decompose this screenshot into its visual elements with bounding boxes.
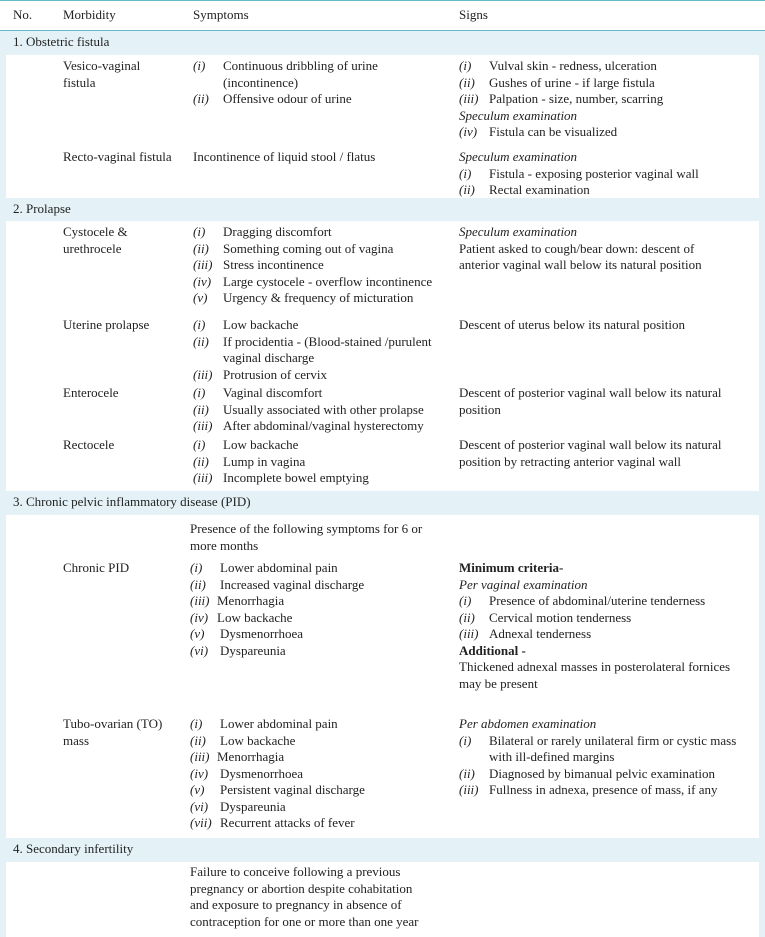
item-number: (iii) [193, 257, 213, 272]
header-signs: Signs [459, 7, 488, 22]
row-edge [759, 862, 765, 937]
section-heading-prolapse [0, 198, 765, 221]
pid-intro [190, 521, 422, 554]
morbidity-cystocele [63, 224, 128, 257]
list-item [193, 317, 314, 334]
item-number: (i) [190, 716, 203, 731]
table-header [0, 1, 765, 31]
row-edge [0, 55, 6, 198]
item-number: (v) [190, 626, 205, 641]
item-number: (ii) [193, 401, 209, 417]
row-edge [0, 862, 6, 937]
text-line: may be present [459, 675, 538, 691]
text-line: Descent of posterior vaginal wall below its natural [459, 385, 722, 400]
list-item [459, 165, 699, 183]
item-number: (i) [193, 317, 206, 332]
text-line: Thickened adnexal masses in posterolateral fornices [459, 659, 731, 674]
item-number: (ii) [193, 240, 209, 256]
item-text: Fullness in adnexa, presence of mass, if any [489, 782, 718, 797]
item-number: (ii) [459, 182, 475, 197]
item-text: Lump in vagina [223, 453, 306, 469]
item-text: Large cystocele - overflow incontinence [223, 273, 433, 289]
list-item [193, 58, 378, 75]
list-item [193, 366, 327, 384]
item-number: (iii) [459, 782, 479, 797]
list-item [459, 182, 590, 199]
text-line: more months [190, 537, 259, 553]
list-item [459, 91, 664, 108]
list-item [459, 58, 657, 75]
row-edge [759, 515, 765, 838]
section-title: 4. Secondary infertility [13, 841, 134, 856]
item-number: (ii) [190, 732, 206, 748]
text-line: Cystocele & [63, 224, 128, 239]
criteria-heading: Minimum criteria- [459, 560, 564, 575]
item-number: (ii) [193, 91, 209, 106]
text-line: fistula [63, 74, 96, 90]
text-line: and exposure to pregnancy in absence of [190, 897, 402, 912]
text-line: mass [63, 732, 89, 748]
section-heading-chronic-pid [0, 491, 765, 515]
item-number: (vi) [190, 642, 209, 658]
text-line: urethrocele [63, 240, 122, 256]
item-number: (v) [190, 782, 205, 797]
item-number: (iii) [193, 470, 213, 485]
item-text: Usually associated with other prolapse [223, 401, 424, 417]
symptoms-vesico-vaginal [193, 58, 378, 108]
item-number: (ii) [193, 453, 209, 469]
exam-heading: Speculum examination [459, 224, 578, 239]
list-item [459, 765, 715, 783]
morbidity-rectocele: Rectocele [63, 437, 115, 452]
morbidity-recto-vaginal: Recto-vaginal fistula [63, 149, 172, 164]
morbidity-to-mass [63, 716, 162, 749]
section-title: 1. Obstetric fistula [13, 34, 110, 49]
list-item [459, 626, 730, 643]
signs-vesico-vaginal [459, 58, 664, 141]
item-text: Palpation - size, number, scarring [489, 91, 664, 106]
item-number: (i) [193, 224, 206, 239]
text-line: position [459, 401, 501, 417]
section-heading-secondary-infertility [0, 838, 765, 862]
item-number: (ii) [459, 74, 475, 90]
item-text: Protrusion of cervix [223, 366, 327, 382]
item-text: Menorrhagia [217, 593, 285, 608]
item-text: Dyspareunia [220, 642, 286, 658]
item-number: (iii) [193, 366, 213, 382]
signs-uterine-prolapse: Descent of uterus below its natural position [459, 317, 686, 332]
item-number: (i) [459, 165, 472, 181]
section-body-prolapse [0, 221, 765, 491]
item-text: Urgency & frequency of micturation [223, 290, 414, 305]
row-edge [0, 515, 6, 838]
morbidity-vesico-vaginal [63, 58, 140, 91]
item-continuation: with ill-defined margins [489, 749, 615, 764]
row-edge [759, 55, 765, 198]
item-text: After abdominal/vaginal hysterectomy [223, 418, 424, 433]
item-text: Gushes of urine - if large fistula [489, 74, 655, 90]
item-text: Fistula - exposing posterior vaginal wall [489, 165, 699, 181]
header-no: No. [13, 7, 33, 22]
morbidity-chronic-pid: Chronic PID [63, 560, 130, 575]
item-text: Offensive odour of urine [223, 91, 352, 106]
symptoms-recto-vaginal: Incontinence of liquid stool / flatus [193, 149, 376, 164]
text-line: Tubo-ovarian (TO) [63, 716, 163, 731]
list-item [459, 610, 730, 627]
item-number: (i) [459, 58, 472, 73]
item-continuation: vaginal discharge [223, 350, 315, 365]
signs-rectocele [459, 437, 721, 470]
item-text: Presence of abdominal/uterine tenderness [489, 593, 706, 608]
exam-heading: Per vaginal examination [459, 576, 588, 592]
item-number: (vii) [190, 815, 212, 830]
list-item [193, 333, 432, 351]
item-number: (i) [459, 593, 472, 608]
text-line: Presence of the following symptoms for 6 or [190, 521, 423, 536]
item-number: (iii) [190, 749, 210, 764]
item-text: Dragging discomfort [223, 224, 332, 239]
text-line: anterior vaginal wall below its natural position [459, 257, 702, 272]
section-body-obstetric-fistula [0, 55, 765, 198]
section-title: 3. Chronic pelvic inflammatory disease (PID) [13, 494, 251, 509]
item-number: (i) [193, 385, 206, 400]
item-text: Menorrhagia [217, 749, 285, 764]
item-text: Dysmenorrhoea [220, 765, 304, 781]
exam-heading: Speculum examination [459, 149, 578, 164]
item-number: (i) [459, 732, 472, 748]
item-number: (iv) [190, 609, 209, 625]
item-text: Adnexal tenderness [489, 626, 592, 641]
item-text: Dysmenorrhoea [220, 626, 304, 641]
item-text: Increased vaginal discharge [220, 576, 365, 592]
item-text: Incomplete bowel emptying [223, 470, 369, 485]
item-number: (ii) [193, 333, 209, 349]
list-item [459, 593, 730, 610]
exam-heading: Per abdomen examination [459, 716, 597, 731]
item-number: (iii) [190, 593, 210, 608]
section-body-chronic-pid [0, 515, 765, 838]
signs-chronic-pid [459, 560, 730, 692]
item-text: Dyspareunia [220, 798, 286, 814]
section-body-secondary-infertility [0, 862, 765, 937]
list-item [459, 74, 655, 92]
morbidity-uterine-prolapse: Uterine prolapse [63, 317, 150, 332]
item-number: (ii) [459, 765, 475, 781]
item-number: (ii) [190, 576, 206, 592]
item-text: Rectal examination [489, 182, 590, 197]
item-text: Bilateral or rarely unilateral firm or cystic mass [489, 732, 737, 748]
signs-to-mass [459, 716, 737, 799]
morbidity-enterocele: Enterocele [63, 385, 119, 400]
signs-cystocele [459, 224, 702, 274]
item-text: Vaginal discomfort [223, 385, 323, 400]
item-text: If procidentia - (Blood-stained /purulent [223, 333, 432, 349]
additional-heading: Additional - [459, 642, 526, 658]
signs-recto-vaginal [459, 149, 699, 199]
section-heading-obstetric-fistula [0, 31, 765, 55]
item-number: (vi) [190, 798, 209, 814]
item-number: (i) [193, 58, 206, 73]
item-text: Lower abdominal pain [220, 560, 338, 575]
row-edge [759, 221, 765, 491]
item-text: Something coming out of vagina [223, 240, 394, 256]
item-number: (iii) [193, 418, 213, 433]
item-number: (iv) [193, 273, 212, 289]
item-text: Vulval skin - redness, ulceration [489, 58, 657, 73]
item-text: Recurrent attacks of fever [220, 815, 355, 830]
item-text: Cervical motion tenderness [489, 609, 632, 625]
item-number: (v) [193, 290, 208, 305]
item-text: Fistula can be visualized [489, 124, 618, 139]
item-number: (iv) [190, 765, 209, 781]
exam-heading: Speculum examination [459, 107, 578, 123]
item-text: Continuous dribbling of urine [223, 58, 378, 73]
item-number: (iv) [459, 124, 478, 139]
text-line: Vesico-vaginal [63, 58, 141, 73]
list-item [193, 91, 352, 108]
text-line: contraception for one or more than one year [190, 913, 419, 929]
text-line: Descent of posterior vaginal wall below its natural [459, 437, 722, 452]
infertility-symptoms [190, 864, 418, 930]
item-text: Low backache [223, 317, 299, 332]
symptoms-uterine-prolapse [193, 317, 432, 383]
item-text: Low backache [223, 437, 299, 452]
item-continuation: (incontinence) [223, 74, 299, 90]
item-number: (i) [193, 437, 206, 452]
item-text: Diagnosed by bimanual pelvic examination [489, 765, 715, 781]
text-line: position by retracting anterior vaginal wall [459, 453, 682, 469]
item-text: Lower abdominal pain [220, 716, 338, 731]
list-item [459, 124, 618, 141]
signs-enterocele [459, 385, 721, 418]
item-text: Low backache [220, 732, 296, 748]
item-text: Stress incontinence [223, 257, 324, 272]
header-symptoms: Symptoms [193, 7, 249, 22]
text-line: Patient asked to cough/bear down: descent of [459, 240, 695, 256]
list-item [459, 732, 737, 750]
item-text: Persistent vaginal discharge [220, 782, 365, 797]
item-number: (ii) [459, 609, 475, 625]
item-number: (iii) [459, 91, 479, 106]
item-text: Low backache [217, 609, 293, 625]
text-line: Failure to conceive following a previous [190, 864, 401, 879]
list-item [459, 782, 718, 799]
header-morbidity: Morbidity [63, 7, 116, 22]
text-line: pregnancy or abortion despite cohabitation [190, 880, 413, 896]
item-number: (iii) [459, 626, 479, 641]
row-edge [0, 221, 6, 491]
item-number: (i) [190, 560, 203, 575]
section-title: 2. Prolapse [13, 201, 71, 216]
